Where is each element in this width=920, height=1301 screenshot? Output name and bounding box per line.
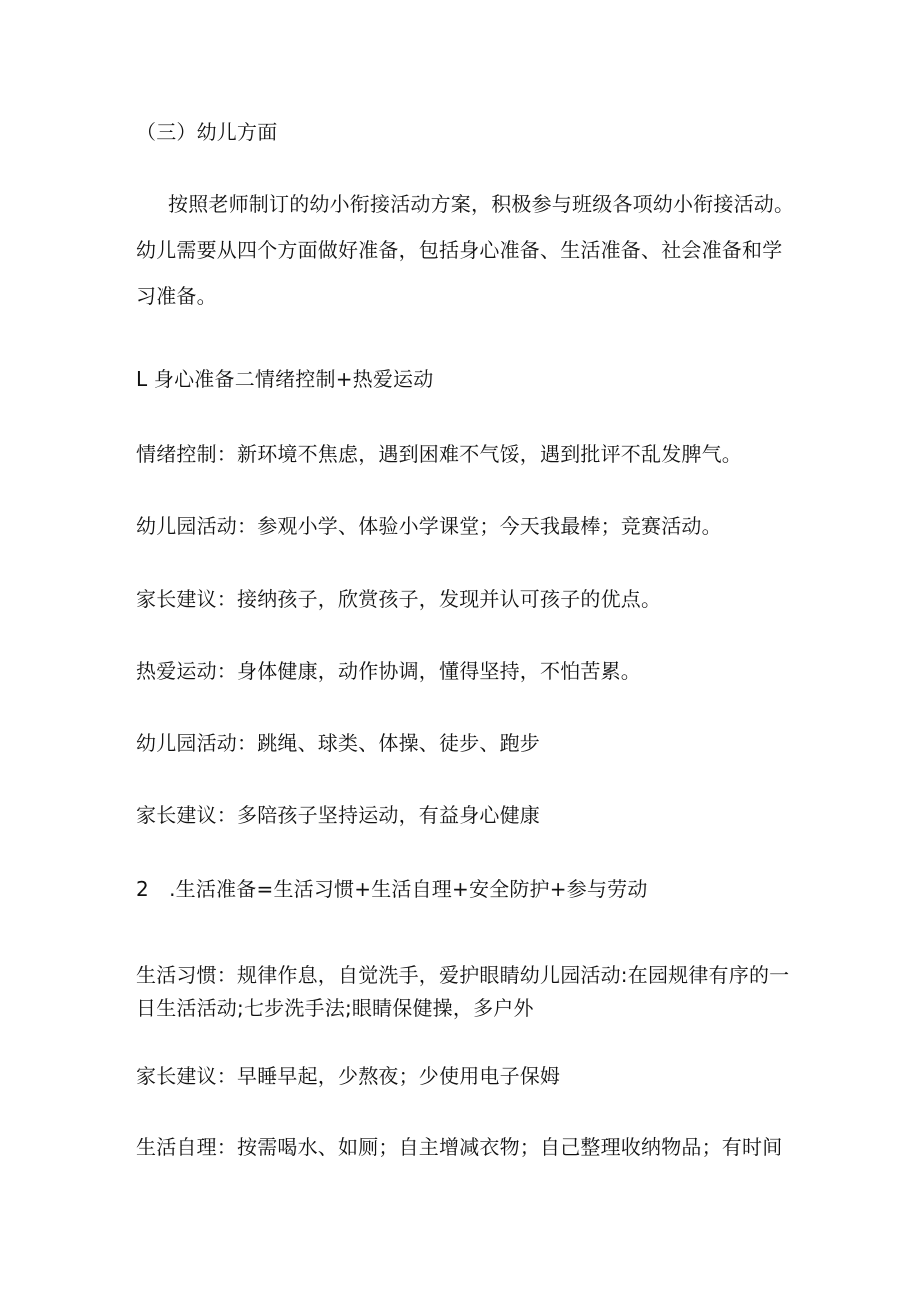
kindergarten-activity-2: 幼儿园活动：跳绳、球类、体操、徒步、跑步 — [136, 731, 540, 755]
intro-line-3: 习准备。 — [136, 284, 217, 308]
life-habits-line-1: 生活习惯：规律作息，自觉洗手，爱护眼睛幼儿园活动:在园规律有序的一 — [136, 963, 790, 987]
item2-heading: 2 .生活准备=生活习惯+生活自理+安全防护+参与劳动 — [136, 877, 648, 901]
intro-line-2: 幼儿需要从四个方面做好准备，包括身心准备、生活准备、社会准备和学 — [136, 238, 783, 262]
section-heading: （三）幼儿方面 — [136, 120, 278, 144]
item1-heading: L 身心准备二情绪控制+热爱运动 — [136, 367, 434, 391]
life-habits-line-2: 日生活活动;七步洗手法;眼睛保健操，多户外 — [136, 996, 534, 1020]
emotion-control-text: 情绪控制：新环境不焦虑，遇到困难不气馁，遇到批评不乱发脾气。 — [136, 442, 742, 466]
intro-line-1: 按照老师制订的幼小衔接活动方案，积极参与班级各项幼小衔接活动。 — [168, 192, 795, 216]
parent-advice-1: 家长建议：接纳孩子，欣赏孩子，发现并认可孩子的优点。 — [136, 587, 662, 611]
parent-advice-2: 家长建议：多陪孩子坚持运动，有益身心健康 — [136, 803, 540, 827]
love-sports-text: 热爱运动：身体健康，动作协调，懂得坚持，不怕苦累。 — [136, 659, 641, 683]
parent-advice-3: 家长建议：早睡早起，少熬夜；少使用电子保姆 — [136, 1064, 561, 1088]
kindergarten-activity-1: 幼儿园活动：参观小学、体验小学课堂；今天我最棒；竞赛活动。 — [136, 514, 722, 538]
self-care-text: 生活自理：按需喝水、如厕；自主增减衣物；自己整理收纳物品；有时间 — [136, 1135, 783, 1159]
